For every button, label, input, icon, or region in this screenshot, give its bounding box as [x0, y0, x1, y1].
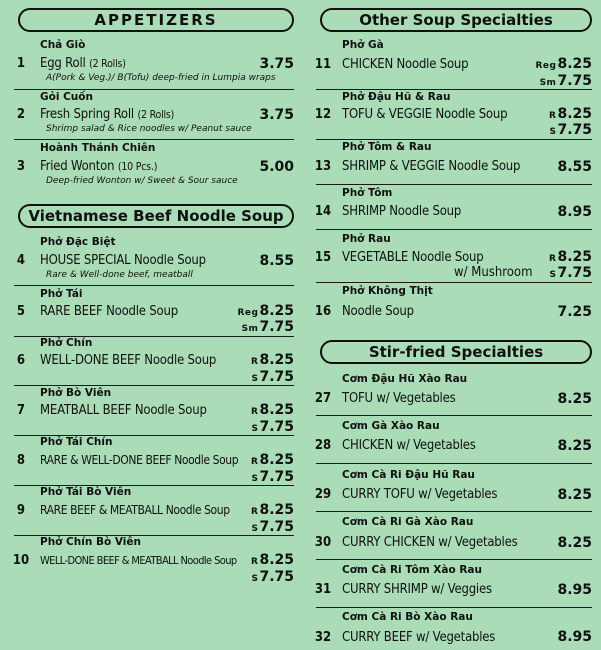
item-7-small-price: [251, 419, 294, 435]
item-16-number: 16: [314, 304, 332, 319]
divider: [316, 415, 592, 416]
divider: [316, 282, 592, 283]
item-10-regular-price: [251, 552, 294, 568]
item-11-number: 11: [314, 57, 332, 72]
small-size-label: S: [251, 524, 259, 534]
item-14-vietnamese-name: Phở Tôm: [342, 187, 393, 199]
item-9-regular-price: [251, 502, 294, 518]
regular-size-label: R: [251, 357, 259, 367]
item-13-vietnamese-name: Phở Tôm & Rau: [342, 141, 432, 153]
item-14-name[interactable]: SHRIMP Noodle Soup: [342, 204, 462, 219]
item-5-small-price: [242, 319, 294, 335]
item-12-name[interactable]: TOFU & VEGGIE Noodle Soup: [342, 107, 508, 122]
item-14-number: 14: [314, 204, 332, 219]
item-1-vietnamese-name: Chả Giò: [40, 39, 86, 51]
item-27-price: 8.25: [557, 391, 592, 407]
item-12-small-price: [549, 122, 592, 138]
item-9-number: 9: [16, 503, 26, 518]
divider: [14, 139, 294, 140]
item-6-name[interactable]: WELL-DONE BEEF Noodle Soup: [40, 353, 217, 368]
item-31-price: 8.95: [557, 582, 592, 598]
item-6-vietnamese-name: Phở Chín: [40, 337, 93, 349]
divider: [14, 285, 294, 286]
item-29-vietnamese-name: Cơm Cà Ri Đậu Hũ Rau: [342, 469, 475, 481]
item-16-price: 7.25: [557, 304, 592, 320]
small-price-value: 7.75: [557, 73, 592, 89]
divider: [316, 511, 592, 512]
item-2-description: Shrimp salad & Rice noodles w/ Peanut sauce: [46, 124, 252, 134]
item-11-regular-price: [535, 56, 592, 72]
item-13-name[interactable]: SHRIMP & VEGGIE Noodle Soup: [342, 159, 521, 174]
regular-size-label: Reg: [237, 308, 259, 318]
regular-size-label: R: [549, 254, 557, 264]
item-3-name[interactable]: [40, 159, 157, 174]
item-7-regular-price: [251, 402, 294, 418]
item-2-number: 2: [16, 107, 26, 122]
small-price-value: 7.75: [557, 265, 592, 281]
item-29-name[interactable]: CURRY TOFU w/ Vegetables: [342, 487, 498, 502]
small-size-label: S: [549, 127, 557, 137]
regular-price-value: 8.25: [557, 106, 592, 122]
item-13-number: 13: [314, 159, 332, 174]
item-2-name-text: Fresh Spring Roll: [40, 107, 134, 122]
divider: [316, 607, 592, 608]
right-column: [312, 0, 596, 650]
regular-price-value: 8.25: [259, 402, 294, 418]
item-15-regular-price: [549, 249, 592, 265]
item-27-number: 27: [314, 391, 332, 406]
item-15-vietnamese-name: Phở Rau: [342, 233, 391, 245]
item-5-regular-price: [237, 303, 294, 319]
item-10-number: 10: [12, 553, 30, 568]
item-8-number: 8: [16, 453, 26, 468]
item-2-qty: (2 Rolls): [137, 109, 175, 121]
item-3-qty: (10 Pcs.): [117, 161, 158, 173]
item-10-name[interactable]: WELL-DONE BEEF & MEATBALL Noodle Soup: [40, 554, 237, 567]
regular-size-label: R: [251, 507, 259, 517]
small-price-value: 7.75: [259, 319, 294, 335]
item-15-name-line-2: w/ Mushroom: [454, 265, 533, 280]
item-31-name[interactable]: CURRY SHRIMP w/ Veggies: [342, 582, 492, 597]
item-15-small-price: [549, 265, 592, 281]
small-size-label: S: [251, 474, 259, 484]
item-2-name[interactable]: [40, 107, 174, 122]
item-29-price: 8.25: [557, 487, 592, 503]
small-size-label: S: [251, 574, 259, 584]
divider: [14, 89, 294, 90]
stir-fried-header: Stir-fried Specialties: [320, 340, 592, 364]
item-9-small-price: [251, 519, 294, 535]
item-8-small-price: [251, 469, 294, 485]
divider: [316, 463, 592, 464]
regular-price-value: 8.25: [557, 249, 592, 265]
item-1-qty: (2 Rolls): [89, 58, 126, 70]
regular-price-value: 8.25: [259, 352, 294, 368]
item-2-vietnamese-name: Gỏi Cuốn: [40, 91, 93, 103]
divider: [316, 559, 592, 560]
item-8-name[interactable]: RARE & WELL-DONE BEEF Noodle Soup: [40, 453, 239, 467]
item-6-number: 6: [16, 353, 26, 368]
left-column: [10, 0, 298, 650]
appetizers-header: APPETIZERS: [18, 8, 294, 32]
item-32-price: 8.95: [557, 629, 592, 645]
item-4-name[interactable]: HOUSE SPECIAL Noodle Soup: [40, 253, 206, 268]
regular-size-label: R: [251, 407, 259, 417]
item-3-number: 3: [16, 159, 26, 174]
item-15-number: 15: [314, 250, 332, 265]
regular-size-label: Reg: [535, 61, 557, 71]
item-30-name[interactable]: CURRY CHICKEN w/ Vegetables: [342, 535, 518, 550]
item-14-price: 8.95: [557, 204, 592, 220]
item-3-name-text: Fried Wonton: [40, 159, 115, 174]
small-size-label: S: [549, 270, 557, 280]
item-28-name[interactable]: CHICKEN w/ Vegetables: [342, 438, 476, 453]
item-28-vietnamese-name: Cơm Gà Xào Rau: [342, 420, 440, 432]
item-4-description: Rare & Well-done beef, meatball: [46, 270, 193, 280]
item-4-vietnamese-name: Phở Đặc Biệt: [40, 236, 116, 248]
item-1-price: 3.75: [259, 56, 294, 72]
item-1-number: 1: [16, 56, 26, 71]
item-10-vietnamese-name: Phở Chín Bò Viên: [40, 536, 141, 548]
item-32-number: 32: [314, 630, 332, 645]
item-29-number: 29: [314, 487, 332, 502]
item-31-vietnamese-name: Cơm Cà Ri Tôm Xào Rau: [342, 564, 482, 576]
item-1-name[interactable]: [40, 56, 126, 71]
item-4-number: 4: [16, 253, 26, 268]
item-4-price: 8.55: [259, 253, 294, 269]
regular-size-label: R: [549, 111, 557, 121]
item-16-name[interactable]: Noodle Soup: [342, 304, 414, 319]
item-3-description: Deep-fried Wonton w/ Sweet & Sour sauce: [46, 176, 238, 186]
small-size-label: Sm: [241, 324, 259, 334]
small-size-label: Sm: [539, 78, 557, 88]
item-11-small-price: [540, 73, 592, 89]
small-price-value: 7.75: [259, 469, 294, 485]
item-12-number: 12: [314, 107, 332, 122]
item-16-vietnamese-name: Phở Không Thịt: [342, 285, 433, 297]
item-12-regular-price: [549, 106, 592, 122]
divider: [316, 229, 592, 230]
item-28-number: 28: [314, 438, 332, 453]
other-soup-header: Other Soup Specialties: [320, 8, 592, 32]
item-8-regular-price: [251, 452, 294, 468]
item-27-vietnamese-name: Cơm Đậu Hũ Xào Rau: [342, 373, 468, 385]
regular-price-value: 8.25: [259, 452, 294, 468]
small-price-value: 7.75: [259, 519, 294, 535]
divider: [14, 385, 294, 386]
item-5-vietnamese-name: Phở Tái: [40, 288, 83, 300]
beef-soup-header: Vietnamese Beef Noodle Soup: [18, 204, 294, 228]
regular-size-label: R: [251, 557, 259, 567]
item-32-name[interactable]: CURRY BEEF w/ Vegetables: [342, 630, 496, 645]
item-3-vietnamese-name: Hoành Thánh Chiên: [40, 142, 156, 154]
divider: [316, 139, 592, 140]
small-price-value: 7.75: [259, 369, 294, 385]
small-size-label: S: [251, 424, 259, 434]
item-30-number: 30: [314, 535, 332, 550]
small-size-label: S: [251, 374, 259, 384]
regular-size-label: R: [251, 457, 259, 467]
item-11-vietnamese-name: Phở Gà: [342, 39, 384, 51]
item-3-price: 5.00: [259, 159, 294, 175]
item-1-description: A(Pork & Veg.)/ B(Tofu) deep-fried in Lumpia wraps: [46, 73, 276, 83]
divider: [316, 184, 592, 185]
item-7-number: 7: [16, 403, 26, 418]
item-13-price: 8.55: [557, 159, 592, 175]
item-8-vietnamese-name: Phở Tái Chín: [40, 436, 113, 448]
item-9-name[interactable]: RARE BEEF & MEATBALL Noodle Soup: [40, 503, 230, 517]
item-11-name[interactable]: CHICKEN Noodle Soup: [342, 57, 469, 72]
item-6-small-price: [251, 369, 294, 385]
regular-price-value: 8.25: [259, 502, 294, 518]
item-5-number: 5: [16, 304, 26, 319]
item-12-vietnamese-name: Phở Đậu Hũ & Rau: [342, 91, 451, 103]
item-7-name[interactable]: MEATBALL BEEF Noodle Soup: [40, 403, 207, 418]
item-2-price: 3.75: [259, 107, 294, 123]
item-5-name[interactable]: RARE BEEF Noodle Soup: [40, 304, 178, 319]
small-price-value: 7.75: [259, 419, 294, 435]
item-9-vietnamese-name: Phở Tái Bò Viên: [40, 486, 132, 498]
item-6-regular-price: [251, 352, 294, 368]
regular-price-value: 8.25: [259, 552, 294, 568]
item-30-price: 8.25: [557, 535, 592, 551]
regular-price-value: 8.25: [259, 303, 294, 319]
item-7-vietnamese-name: Phở Bò Viên: [40, 387, 112, 399]
small-price-value: 7.75: [259, 569, 294, 585]
regular-price-value: 8.25: [557, 56, 592, 72]
item-31-number: 31: [314, 582, 332, 597]
item-32-vietnamese-name: Cơm Cà Ri Bò Xào Rau: [342, 611, 473, 623]
item-1-name-text: Egg Roll: [40, 56, 86, 71]
small-price-value: 7.75: [557, 122, 592, 138]
item-10-small-price: [251, 569, 294, 585]
item-27-name[interactable]: TOFU w/ Vegetables: [342, 391, 456, 406]
divider: [316, 89, 592, 90]
item-30-vietnamese-name: Cơm Cà Ri Gà Xào Rau: [342, 516, 474, 528]
item-28-price: 8.25: [557, 438, 592, 454]
item-15-name[interactable]: VEGETABLE Noodle Soup: [342, 250, 484, 265]
